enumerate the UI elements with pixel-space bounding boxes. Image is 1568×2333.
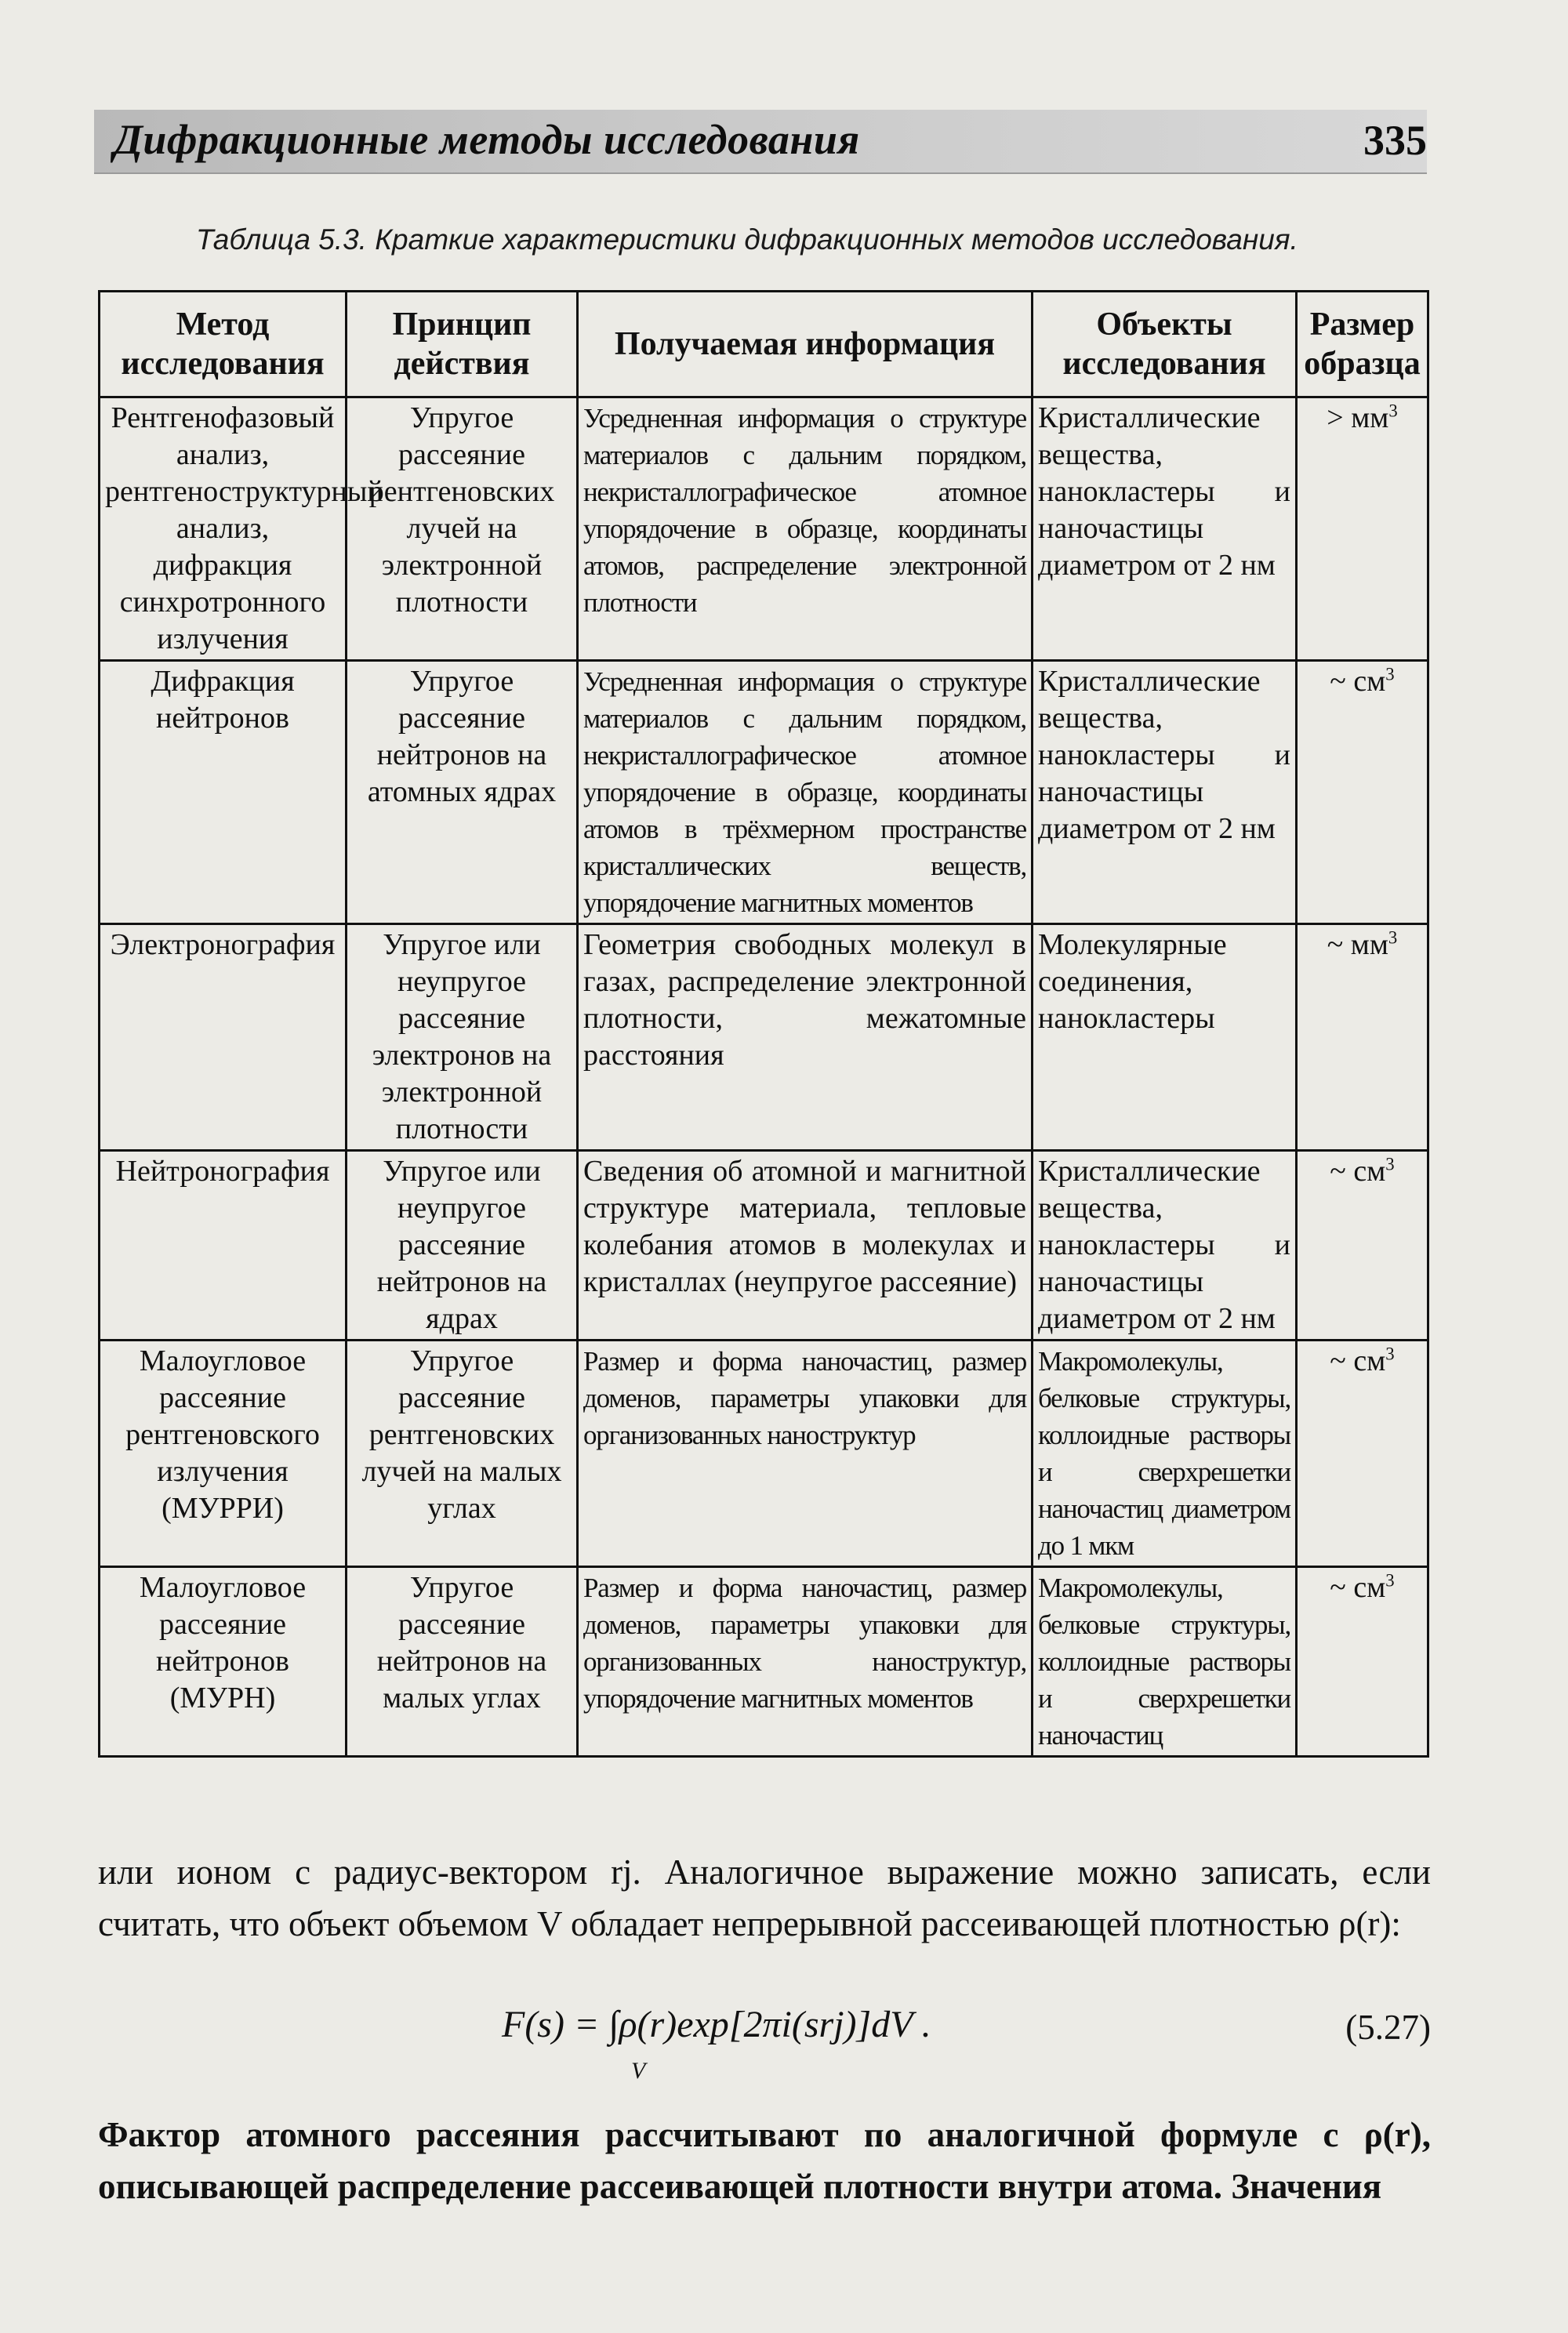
cell-size: [1297, 661, 1428, 924]
size-exponent: 3: [1385, 664, 1395, 684]
cell-size: [1297, 1341, 1428, 1567]
header-principle: Принцип действия: [347, 292, 578, 397]
cell-principle: Упругое или неупругое рассеяние электронов на электронной плотности: [347, 924, 578, 1151]
cell-info: Усредненная информация о структуре материалов с дальним порядком, некристаллографическое атомное упорядочение в образце, координаты атомов, распределение электронной плотности: [578, 397, 1033, 661]
cell-size: [1297, 1151, 1428, 1341]
formula-5-27: F(s) = ∫ρ(r)exp[2πi(srj)]dV .: [502, 2004, 931, 2045]
cell-objects: Кристаллические вещества, нанокластеры и наночастицы диаметром от 2 нм: [1033, 397, 1297, 661]
size-base: ~ см: [1330, 665, 1386, 698]
size-exponent: 3: [1385, 1154, 1395, 1174]
size-exponent: 3: [1388, 927, 1398, 948]
cell-info: Размер и форма наночастиц, размер доменов, параметры упаковки для организованных наноструктур, упорядочение магнитных моментов: [578, 1567, 1033, 1757]
body-paragraph-1: или ионом с радиус-вектором rj. Аналогичное выражение можно записать, если считать, что объект объемом V обладает непрерывной рассеивающей плотностью ρ(r):: [98, 1852, 1431, 1943]
cell-objects: Кристаллические вещества, нанокластеры и наночастицы диаметром от 2 нм: [1033, 1151, 1297, 1341]
size-exponent: 3: [1385, 1570, 1395, 1591]
size-exponent: 3: [1388, 401, 1398, 421]
cell-method: Дифракция нейтронов: [100, 661, 347, 924]
table-row: [100, 397, 1428, 661]
cell-info: Геометрия свободных молекул в газах, распределение электронной плотности, межатомные расстояния: [578, 924, 1033, 1151]
size-base: ~ мм: [1327, 928, 1388, 961]
cell-info: Сведения об атомной и магнитной структуре материала, тепловые колебания атомов в молекулах и кристаллах (неупругое рассеяние): [578, 1151, 1033, 1341]
table-caption: Таблица 5.3. Краткие характеристики дифракционных методов исследования.: [196, 223, 1298, 256]
cell-method: Рентгенофазовый анализ, рентгеноструктурный анализ, дифракция синхротронного излучения: [100, 397, 347, 661]
cell-info: Усредненная информация о структуре материалов с дальним порядком, некристаллографическое атомное упорядочение в образце, координаты атомов в трёхмерном пространстве кристаллических веществ, упорядочение магнитных моментов: [578, 661, 1033, 924]
header-objects: Объекты исследования: [1033, 292, 1297, 397]
size-base: > мм: [1327, 401, 1389, 434]
cell-principle: Упругое рассеяние рентгеновских лучей на малых углах: [347, 1341, 578, 1567]
cell-principle: Упругое рассеяние рентгеновских лучей на электронной плотности: [347, 397, 578, 661]
cell-method: Малоугловое рассеяние рентгеновского излучения (МУРРИ): [100, 1341, 347, 1567]
size-exponent: 3: [1385, 1344, 1395, 1364]
cell-method: Нейтронография: [100, 1151, 347, 1341]
size-base: ~ см: [1330, 1155, 1386, 1188]
table-row: [100, 924, 1428, 1151]
header-size: Размер образца: [1297, 292, 1428, 397]
size-base: ~ см: [1330, 1344, 1386, 1377]
methods-table: [98, 290, 1429, 1758]
table-row: [100, 661, 1428, 924]
cell-objects: Макромолекулы, белковые структуры, коллоидные растворы и сверхрешетки наночастиц: [1033, 1567, 1297, 1757]
size-base: ~ см: [1330, 1571, 1386, 1604]
table-row: [100, 1567, 1428, 1757]
running-header-title: Дифракционные методы исследования: [114, 116, 860, 163]
formula-integral-subscript: V: [631, 2058, 646, 2084]
cell-objects: Кристаллические вещества, нанокластеры и наночастицы диаметром от 2 нм: [1033, 661, 1297, 924]
cell-info: Размер и форма наночастиц, размер доменов, параметры упаковки для организованных наноструктур: [578, 1341, 1033, 1567]
page-number: 335: [1363, 117, 1427, 164]
header-info: Получаемая информация: [578, 292, 1033, 397]
cell-principle: Упругое рассеяние нейтронов на атомных ядрах: [347, 661, 578, 924]
header-method: Метод исследования: [100, 292, 347, 397]
cell-method: Малоугловое рассеяние нейтронов (МУРН): [100, 1567, 347, 1757]
table-header-row: [100, 292, 1428, 397]
table-row: [100, 1151, 1428, 1341]
cell-method: Электронография: [100, 924, 347, 1151]
table-row: [100, 1341, 1428, 1567]
cell-principle: Упругое или неупругое рассеяние нейтронов на ядрах: [347, 1151, 578, 1341]
cell-objects: Макромолекулы, белковые структуры, коллоидные растворы и сверхрешетки наночастиц диаметром до 1 мкм: [1033, 1341, 1297, 1567]
cell-size: [1297, 924, 1428, 1151]
cell-objects: Молекулярные соединения, нанокластеры: [1033, 924, 1297, 1151]
body-paragraph-2: Фактор атомного рассеяния рассчитывают по аналогичной формуле с ρ(r), описывающей распределение рассеивающей плотности внутри атома. Значения: [98, 2115, 1431, 2206]
formula-number: (5.27): [1345, 2008, 1431, 2047]
cell-size: [1297, 1567, 1428, 1757]
cell-principle: Упругое рассеяние нейтронов на малых углах: [347, 1567, 578, 1757]
cell-size: [1297, 397, 1428, 661]
